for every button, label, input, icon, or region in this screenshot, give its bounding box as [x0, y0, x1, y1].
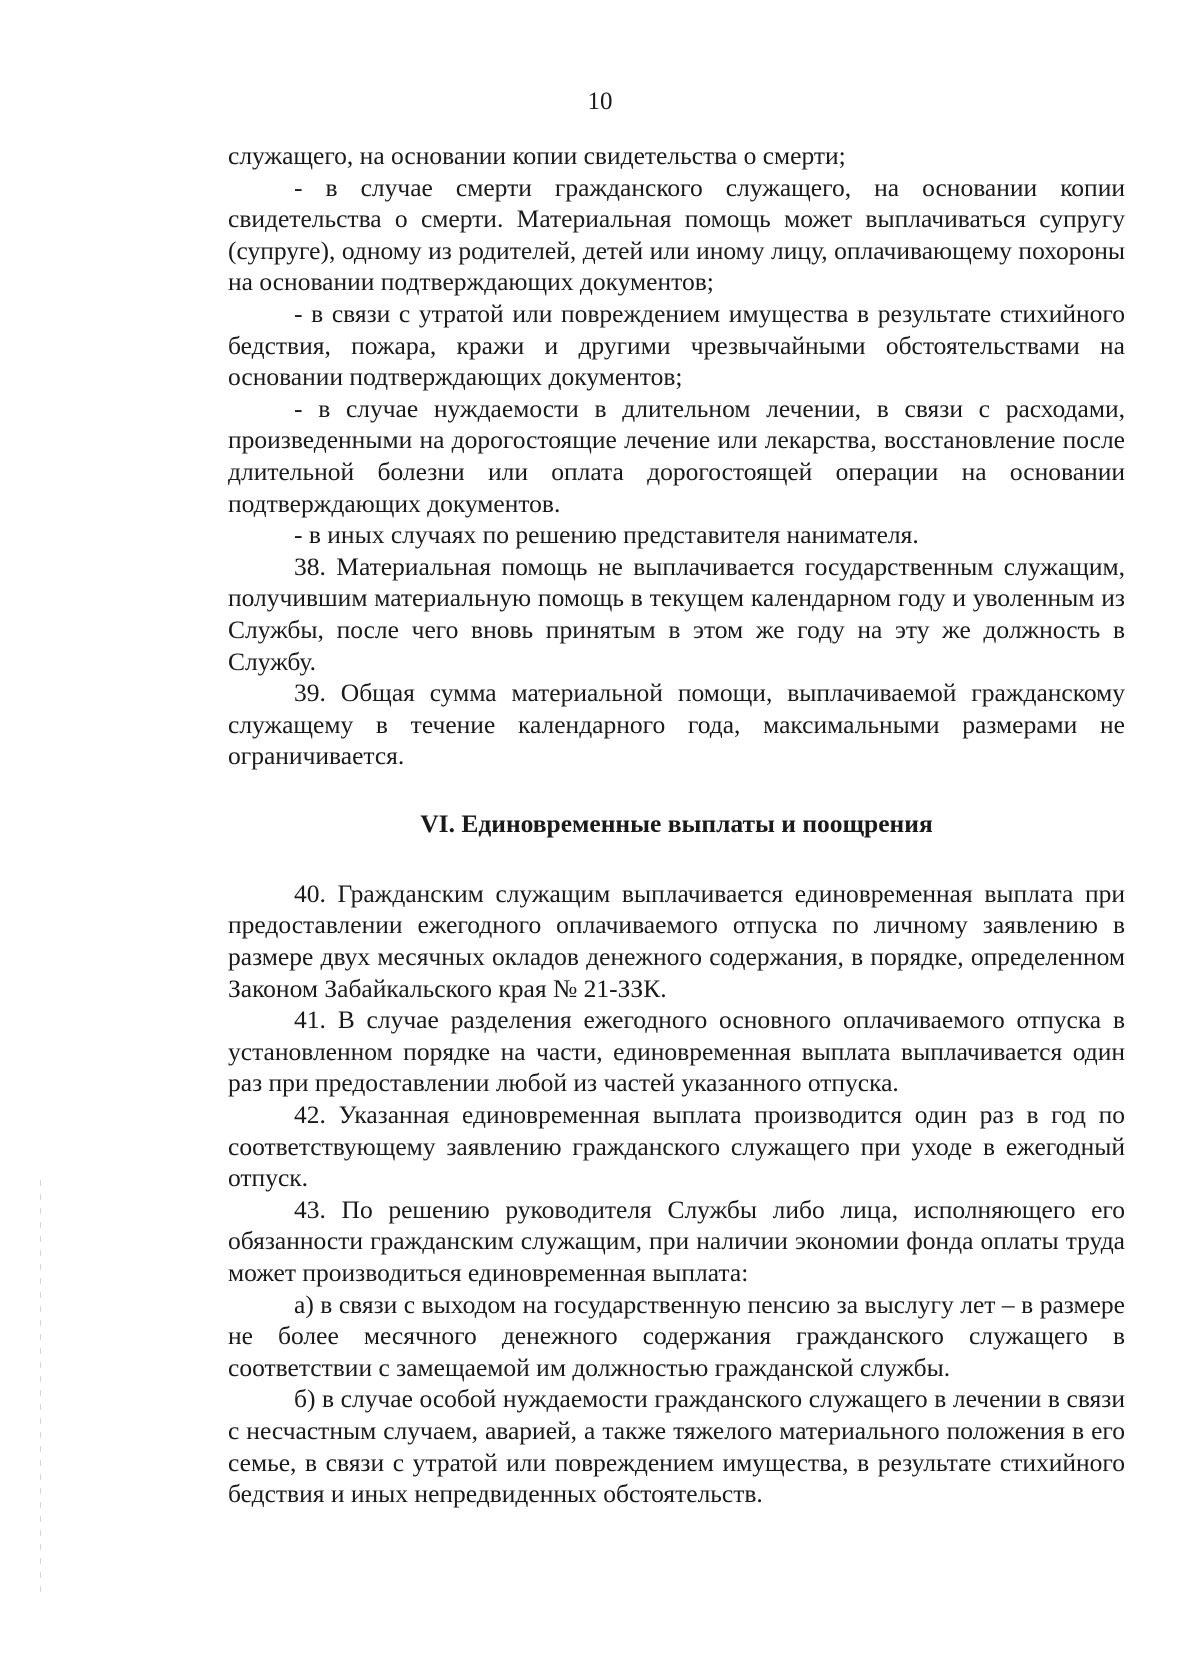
page-number: 10 [587, 88, 613, 115]
paragraph: - в иных случаях по решению представителя нанимателя. [294, 520, 919, 550]
section-heading: VI. Единовременные выплаты и поощрения [420, 808, 933, 838]
paragraph: 39. Общая сумма материальной помощи, выплачиваемой гражданскому служащему в течение календарного года, максимальными размерами не ограничивается. [228, 678, 1125, 771]
paragraph: 41. В случае разделения ежегодного основного оплачиваемого отпуска в установленном порядке на части, единовременная выплата выплачивается один раз при предоставлении любой из частей указанного отпуска. [228, 1005, 1125, 1098]
paragraph: 40. Гражданским служащим выплачивается единовременная выплата при предоставлении ежегодного оплачиваемого отпуска по личному заявлению в размере двух месячных окладов денежного содержания, в порядке, определенном Законом Забайкальского края № 21-ЗЗК. [228, 878, 1125, 1003]
paragraph: - в случае смерти гражданского служащего, на основании копии свидетельства о смерти. Материальная помощь может выплачиваться супругу (супруге), одному из родителей, детей или иному лицу, оплачивающему похороны на основании подтверждающих документов; [228, 172, 1125, 297]
paragraph: а) в связи с выходом на государственную пенсию за выслугу лет – в размере не более месячного денежного содержания гражданского служащего в соответствии с замещаемой им должностью гражданской службы. [228, 1289, 1125, 1382]
paragraph: б) в случае особой нуждаемости гражданского служащего в лечении в связи с несчастным случаем, аварией, а также тяжелого материального положения в его семье, в связи с утратой или повреждением имущества, в результате стихийного бедствия и иных непредвиденных обстоятельств. [228, 1384, 1125, 1509]
paragraph: - в связи с утратой или повреждением имущества в результате стихийного бедствия, пожара, кражи и другими чрезвычайными обстоятельствами на основании подтверждающих документов; [228, 298, 1125, 392]
document-body [228, 140, 1125, 1510]
paragraph: - в случае нуждаемости в длительном лечении, в связи с расходами, произведенными на дорогостоящие лечение или лекарства, восстановление после длительной болезни или оплата дорогостоящей операции на основании подтверждающих документов. [228, 393, 1125, 518]
paragraph: 38. Материальная помощь не выплачивается государственным служащим, получившим материальную помощь в текущем календарном году и уволенным из Службы, после чего вновь принятым в этом же году на эту же должность в Службу. [228, 551, 1125, 676]
paragraph: служащего, на основании копии свидетельства о смерти; [228, 141, 846, 170]
paragraph: 42. Указанная единовременная выплата производится один раз в год по соответствующему заявлению гражданского служащего при уходе в ежегодный отпуск. [228, 1100, 1125, 1193]
paragraph: 43. По решению руководителя Службы либо лица, исполняющего его обязанности гражданским служащим, при наличии экономии фонда оплаты труда может производиться единовременная выплата: [228, 1194, 1125, 1287]
scan-edge-mark [40, 1180, 41, 1600]
